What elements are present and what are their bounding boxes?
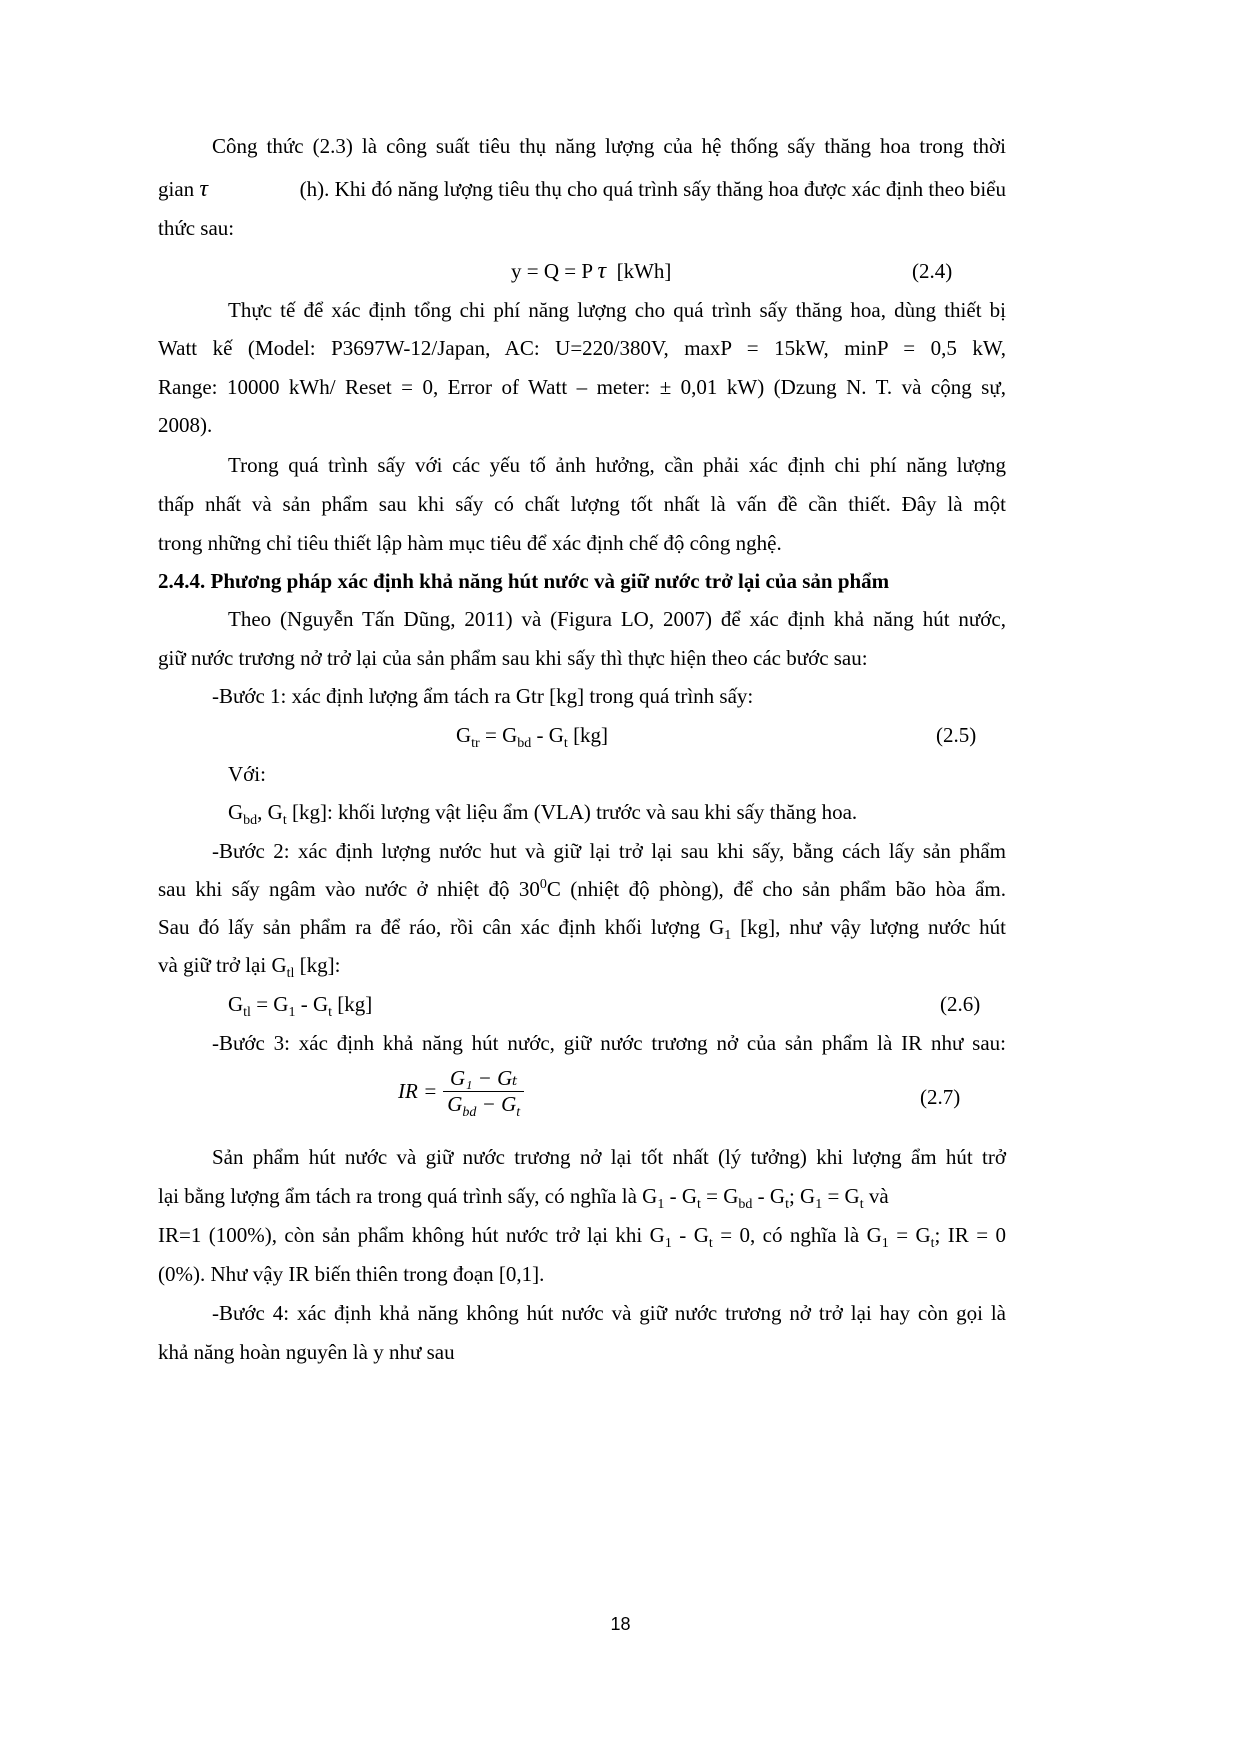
para5-line2: lại bằng lượng ẩm tách ra trong quá trình sấy, có nghĩa là $G_1 - G_t = G_{bd} - G_t$; $G_1 = G_t$ và: [158, 1184, 889, 1213]
para3-line1: Trong quá trình sấy với các yếu tố ảnh hưởng, cần phải xác định chi phí năng lượng: [228, 453, 1006, 477]
equation-2-7-numerator: G₁ − Gₜ: [449, 1066, 518, 1090]
para1-line1: Công thức (2.3) là công suất tiêu thụ năng lượng của hệ thống sấy thăng hoa trong thời: [212, 134, 1006, 158]
section-heading: 2.4.4. Phương pháp xác định khả năng hút nước và giữ nước trở lại của sản phẩm: [158, 569, 890, 593]
equation-2-7: [398, 1066, 524, 1121]
step2-line4: và giữ trở lại $G_{tl}$ [kg]:: [158, 953, 341, 982]
definition-line: $G_{bd}$, $G_t$ [kg]: khối lượng vật liệu ẩm (VLA) trước và sau khi sấy thăng hoa.: [228, 800, 858, 829]
equation-2-4: y = Q = P τ [kWh]: [511, 258, 672, 284]
para1-line2-start: gian τ: [158, 176, 208, 202]
equation-2-7-denominator: $G_{bd} - G_t$: [443, 1091, 524, 1117]
step1: -Bước 1: xác định lượng ẩm tách ra Gtr [kg] trong quá trình sấy:: [212, 684, 754, 708]
para3-line3: trong những chỉ tiêu thiết lập hàm mục tiêu để xác định chế độ công nghệ.: [158, 531, 782, 555]
step3: -Bước 3: xác định khả năng hút nước, giữ nước trương nở của sản phẩm là IR như sau:: [212, 1031, 1006, 1055]
equation-2-5-number: (2.5): [936, 723, 977, 747]
step2-line3: Sau đó lấy sản phẩm ra để ráo, rồi cân xác định khối lượng $G_1$ [kg], như vậy lượng nước hút: [158, 915, 1006, 944]
step4-line2: khả năng hoàn nguyên là y như sau: [158, 1340, 455, 1364]
para1-line2: [158, 174, 1006, 204]
para1-line3: thức sau:: [158, 216, 235, 240]
para2-line3: Range: 10000 kWh/ Reset = 0, Error of Watt – meter: ± 0,01 kW) (Dzung N. T. và cộng sự,: [158, 375, 1006, 399]
para2-line1: Thực tế để xác định tổng chi phí năng lượng cho quá trình sấy thăng hoa, dùng thiết bị: [228, 298, 1006, 322]
page-number: 18: [610, 1614, 631, 1634]
para4-line2: giữ nước trương nở trở lại của sản phẩm sau khi sấy thì thực hiện theo các bước sau:: [158, 646, 868, 670]
para2-line4: 2008).: [158, 413, 213, 437]
tau-symbol: τ: [597, 258, 607, 284]
para1-line2-end: (h). Khi đó năng lượng tiêu thụ cho quá trình sấy thăng hoa được xác định theo biểu: [299, 177, 1006, 201]
equation-2-7-lhs: IR =: [398, 1079, 438, 1103]
step2-line1: -Bước 2: xác định lượng nước hut và giữ lại trở lại sau khi sấy, bằng cách lấy sản phẩm: [212, 839, 1006, 863]
with-label: Với:: [228, 762, 266, 786]
equation-2-4-number: (2.4): [912, 259, 953, 283]
para5-line3: IR=1 (100%), còn sản phẩm không hút nước trở lại khi $G_1 - G_t = 0$, có nghĩa là $G_1 = G_t$; IR = 0: [158, 1223, 1007, 1252]
para3-line2: thấp nhất và sản phẩm sau khi sấy có chất lượng tốt nhất là vấn đề cần thiết. Đây là một: [158, 492, 1006, 516]
tau-symbol: τ: [199, 176, 208, 202]
equation-2-6-number: (2.6): [940, 992, 981, 1016]
para5-line1: Sản phẩm hút nước và giữ nước trương nở lại tốt nhất (lý tưởng) khi lượng ẩm hút trở: [212, 1145, 1006, 1169]
equation-2-5: $G_{tr} = G_{bd} - G_t$ [kg]: [456, 723, 609, 752]
equation-2-7-number: (2.7): [920, 1085, 961, 1109]
para5-line4: (0%). Như vậy IR biến thiên trong đoạn [0,1].: [158, 1262, 545, 1286]
para4-line1: Theo (Nguyễn Tấn Dũng, 2011) và (Figura LO, 2007) để xác định khả năng hút nước,: [228, 607, 1006, 631]
equation-2-6: $G_{tl} = G_1 - G_t$ [kg]: [228, 992, 373, 1021]
para2-line2: Watt kế (Model: P3697W-12/Japan, AC: U=220/380V, maxP = 15kW, minP = 0,5 kW,: [158, 336, 1006, 360]
step4-line1: -Bước 4: xác định khả năng không hút nước và giữ nước trương nở trở lại hay còn gọi là: [212, 1301, 1006, 1325]
step2-line2: sau khi sấy ngâm vào nước ở nhiệt độ $30^0C$ (nhiệt độ phòng), để cho sản phẩm bão hòa ẩm.: [158, 877, 1006, 901]
